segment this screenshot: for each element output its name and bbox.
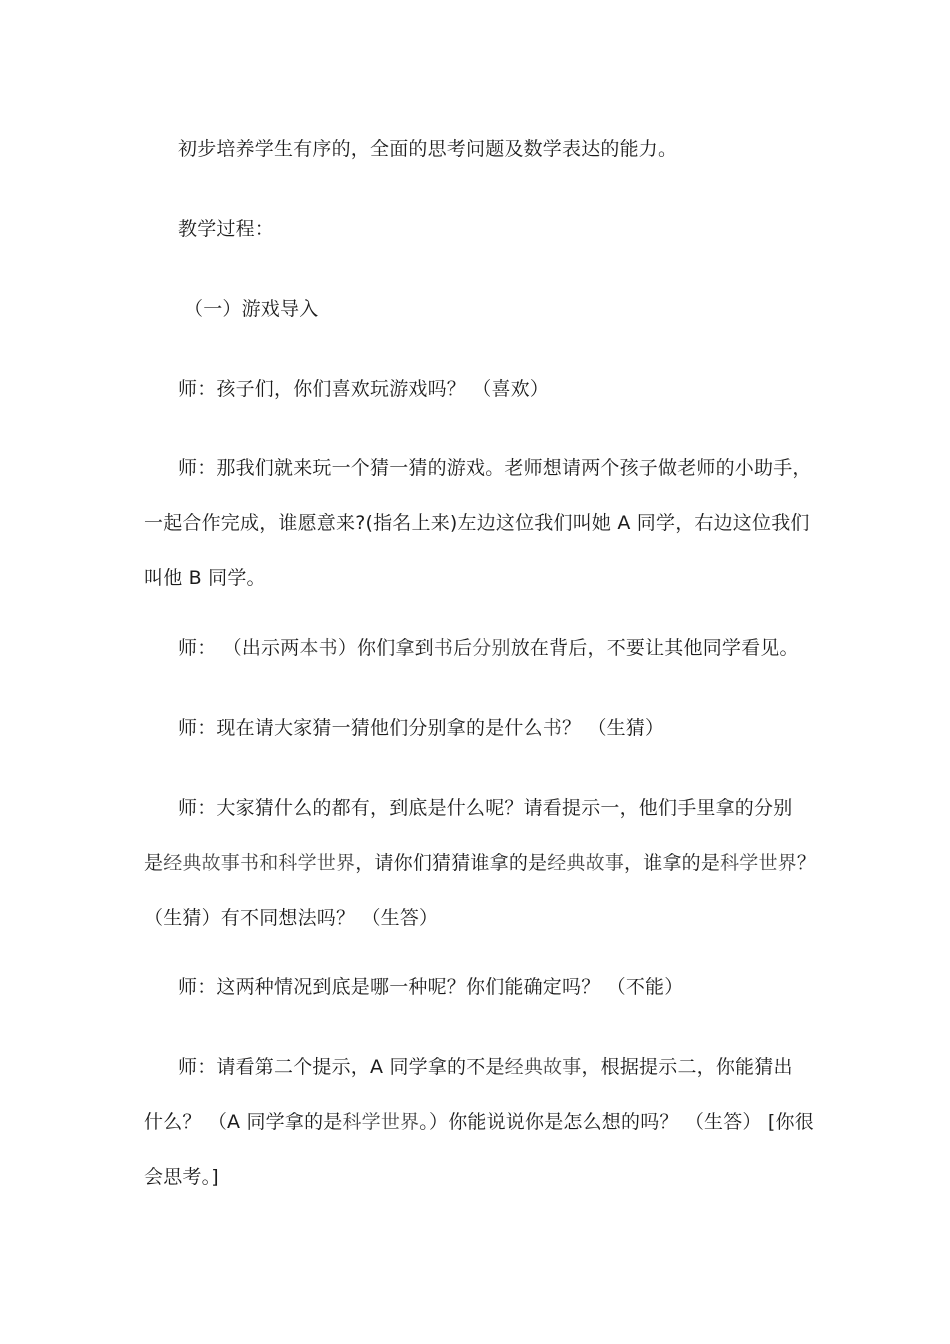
text-line: 叫他 B 同学。 bbox=[144, 567, 266, 589]
text-run: 后 bbox=[453, 637, 473, 659]
text-run: 放在背后，不要让其他同学看见。 bbox=[510, 637, 799, 659]
text-run: ）你们拿到 bbox=[337, 637, 434, 659]
text-line bbox=[144, 836, 817, 891]
text-run: 什么？ （A 同学拿的是 bbox=[144, 1111, 343, 1133]
book-term: 书 bbox=[433, 637, 454, 659]
book-term: 科学世界 bbox=[342, 1111, 420, 1133]
section-heading bbox=[144, 282, 808, 337]
text-line: 师：这两种情况到底是哪一种呢？你们能确定吗？ （不能） bbox=[178, 976, 684, 998]
text-run: 师：请看第二个提示，A 同学拿的不是 bbox=[178, 1056, 505, 1078]
text-run: 师：现在请大家猜一猜他们分别拿的是什么 bbox=[178, 717, 543, 739]
text-line: 会思考。] bbox=[144, 1166, 219, 1188]
text-line: 一起合作完成，谁愿意来?(指名上来)左边这位我们叫她 A 同学，右边这位我们 bbox=[144, 512, 810, 534]
text-run: ，请你们猜猜谁拿的是 bbox=[355, 852, 548, 874]
book-term: 分别 bbox=[472, 637, 511, 659]
dialog-paragraph bbox=[144, 960, 808, 1015]
text-line bbox=[144, 701, 808, 756]
text-run: 师： （出示两 bbox=[178, 637, 300, 659]
text-line bbox=[144, 1040, 808, 1095]
text-line: 初步培养学生有序的，全面的思考问题及数学表达的能力。 bbox=[178, 138, 678, 160]
dialog-paragraph bbox=[144, 701, 808, 756]
text-run: 。）你能说说你是怎么想的吗？ （生答） [你很 bbox=[419, 1111, 814, 1133]
text-line bbox=[144, 621, 808, 676]
text-run: ，根据提示二，你能猜出 bbox=[581, 1056, 793, 1078]
text-line: 师：孩子们，你们喜欢玩游戏吗？ （喜欢） bbox=[178, 378, 550, 400]
text-line: 师：那我们就来玩一个猜一猜的游戏。老师想请两个孩子做老师的小助手， bbox=[178, 457, 812, 479]
objective-paragraph bbox=[144, 122, 808, 177]
text-line: （生猜）有不同想法吗？ （生答） bbox=[144, 907, 439, 929]
text-line: （一）游戏导入 bbox=[184, 298, 319, 320]
book-term: 经典故事 bbox=[547, 852, 625, 874]
book-term: 经典故事书和科学世界 bbox=[163, 852, 356, 874]
dialog-paragraph bbox=[144, 621, 808, 676]
book-term: 本书 bbox=[299, 637, 338, 659]
text-line bbox=[144, 1095, 814, 1150]
text-run: 是 bbox=[144, 852, 164, 874]
dialog-paragraph bbox=[144, 441, 812, 606]
dialog-paragraph bbox=[144, 781, 817, 946]
dialog-paragraph bbox=[144, 1040, 814, 1205]
text-run: ，谁拿的是 bbox=[624, 852, 721, 874]
process-heading bbox=[144, 202, 808, 257]
dialog-paragraph bbox=[144, 362, 808, 417]
text-line: 教学过程： bbox=[178, 218, 275, 240]
text-run: ？ （生猜） bbox=[562, 717, 665, 739]
book-term: 经典故事 bbox=[504, 1056, 582, 1078]
book-term: 科学世界 bbox=[720, 852, 797, 874]
text-line: 师：大家猜什么的都有，到底是什么呢？请看提示一，他们手里拿的分别 bbox=[178, 797, 793, 819]
text-run: ？ bbox=[796, 852, 817, 874]
book-term: 书 bbox=[542, 717, 563, 739]
